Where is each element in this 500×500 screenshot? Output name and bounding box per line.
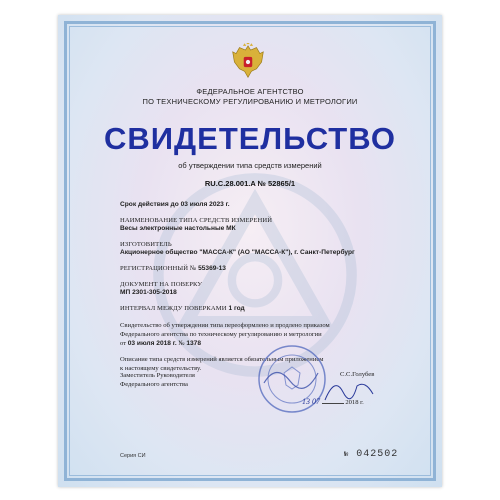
registration-value: 55369-13: [198, 265, 226, 272]
reissue-line1: Свидетельство об утверждении типа переоформлено и продлено приказом: [120, 322, 330, 329]
validity-value: 03 июля 2023 г.: [180, 201, 230, 208]
reissue-line3: [120, 339, 382, 348]
reissue-line2: Федерального агентства по техническому регулированию и метрологии: [120, 331, 322, 338]
serial-number: [344, 449, 398, 460]
reissue-paragraph: [120, 321, 382, 348]
description-line1: Описание типа средств измерений является обязательным приложением: [120, 356, 324, 363]
agency-name-line2: ПО ТЕХНИЧЕСКОМУ РЕГУЛИРОВАНИЮ И МЕТРОЛОГИИ: [142, 97, 358, 106]
signatory-position-line1: Заместитель Руководителя: [120, 372, 195, 379]
signature-date: [302, 397, 364, 406]
verification-doc-label: ДОКУМЕНТ НА ПОВЕРКУ: [120, 281, 203, 288]
description-line2: к настоящему свидетельству.: [120, 365, 202, 372]
coat-of-arms-icon: [231, 43, 265, 81]
signatory-name: С.С.Голубев: [340, 371, 375, 378]
signatory-position-line2: Федерального агентства: [120, 381, 188, 388]
document-title: СВИДЕТЕЛЬСТВО: [104, 121, 396, 156]
order-date-prefix: от: [120, 340, 127, 347]
serial-number-value: 042502: [356, 449, 399, 460]
validity-row: [120, 201, 230, 208]
interval-row: [120, 305, 245, 312]
interval-value: 1 год: [228, 305, 245, 312]
order-number: 1378: [186, 340, 202, 347]
type-name-label: НАИМЕНОВАНИЕ ТИПА СРЕДСТВ ИЗМЕРЕНИЙ: [120, 217, 273, 224]
manufacturer-value: Акционерное общество "МАССА-К" (АО "МАССА-К"), г. Санкт-Петербург: [120, 249, 355, 256]
series-label: Серия СИ: [120, 453, 146, 459]
certificate-reg-number: RU.C.28.001.A № 52865/1: [204, 179, 296, 188]
manufacturer-label: ИЗГОТОВИТЕЛЬ: [120, 241, 172, 248]
signature-year: 2018 г.: [345, 399, 364, 406]
verification-doc-value: МП 2301-305-2018: [120, 289, 177, 296]
type-name-value: Весы электронные настольные МК: [120, 225, 236, 232]
validity-label: Срок действия до: [120, 201, 179, 208]
order-date: 03 июля 2018 г.: [127, 340, 177, 347]
handwritten-date: 13 07: [302, 397, 320, 406]
interval-label: ИНТЕРВАЛ МЕЖДУ ПОВЕРКАМИ: [120, 305, 227, 312]
certificate-page: [58, 15, 442, 487]
serial-number-prefix: №: [344, 451, 350, 459]
document-subtitle: об утверждении типа средств измерений: [178, 161, 322, 170]
order-no-prefix: №: [178, 340, 185, 347]
registration-row: [120, 265, 226, 272]
signatory-position: [120, 371, 195, 389]
agency-name-line1: ФЕДЕРАЛЬНОЕ АГЕНТСТВО: [196, 87, 304, 96]
registration-label: РЕГИСТРАЦИОННЫЙ №: [120, 265, 197, 272]
